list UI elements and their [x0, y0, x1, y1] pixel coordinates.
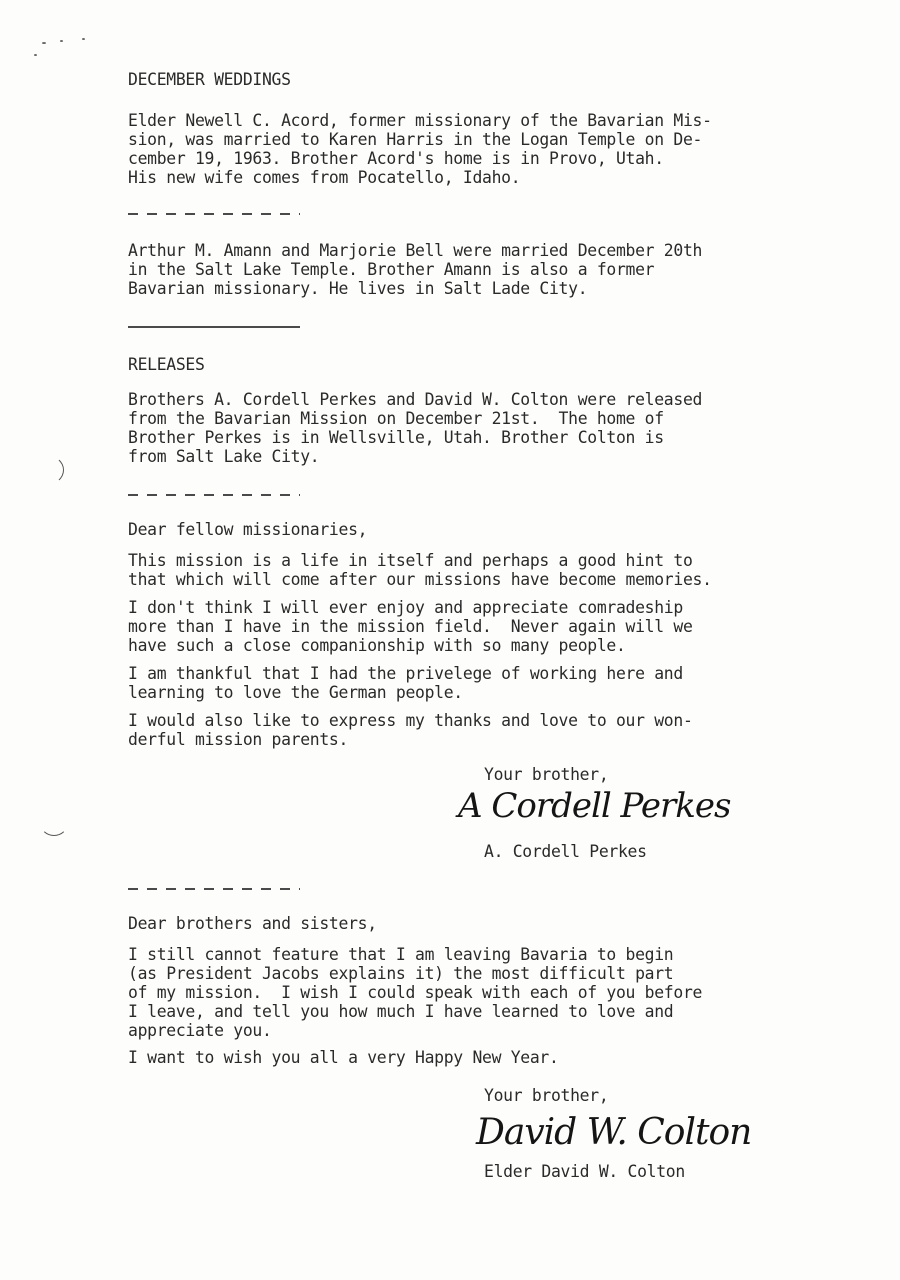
releases-para-line4: from Salt Lake City. — [128, 447, 320, 466]
perkes-p3-line1: I am thankful that I had the privelege of working here and — [128, 664, 683, 683]
dust-speck — [34, 54, 37, 56]
dust-speck — [82, 38, 85, 40]
margin-mark — [30, 455, 64, 485]
weddings-heading: DECEMBER WEDDINGS — [128, 70, 291, 89]
perkes-p1-line1: This mission is a life in itself and perhaps a good hint to — [128, 551, 693, 570]
weddings-para1-line4: His new wife comes from Pocatello, Idaho. — [128, 168, 521, 187]
colton-salutation: Dear brothers and sisters, — [128, 914, 377, 933]
colton-p1-line1: I still cannot feature that I am leaving Bavaria to begin — [128, 945, 674, 964]
perkes-p1-line2: that which will come after our missions have become memories. — [128, 570, 712, 589]
perkes-p2-line2: more than I have in the mission field. Never again will we — [128, 617, 693, 636]
weddings-para1-line3: cember 19, 1963. Brother Acord's home is in Provo, Utah. — [128, 149, 664, 168]
weddings-para2-line2: in the Salt Lake Temple. Brother Amann is also a former — [128, 260, 655, 279]
colton-p2: I want to wish you all a very Happy New Year. — [128, 1048, 559, 1067]
perkes-p4-line2: derful mission parents. — [128, 730, 349, 749]
dust-speck — [42, 42, 46, 44]
perkes-p2-line3: have such a close companionship with so many people. — [128, 636, 626, 655]
colton-p1-line4: I leave, and tell you how much I have learned to love and — [128, 1002, 674, 1021]
weddings-para1-line1: Elder Newell C. Acord, former missionary of the Bavarian Mis- — [128, 111, 712, 130]
section-divider — [128, 888, 300, 890]
weddings-para2-line1: Arthur M. Amann and Marjorie Bell were married December 20th — [128, 241, 703, 260]
colton-closing: Your brother, — [484, 1086, 609, 1105]
colton-signature: David W. Colton — [476, 1112, 752, 1153]
dust-speck — [60, 40, 63, 42]
colton-p1-line3: of my mission. I wish I could speak with each of you before — [128, 983, 703, 1002]
section-divider — [128, 494, 300, 496]
section-divider — [128, 326, 300, 328]
perkes-signature: A Cordell Perkes — [458, 786, 731, 826]
releases-para-line3: Brother Perkes is in Wellsville, Utah. Brother Colton is — [128, 428, 664, 447]
releases-para-line2: from the Bavarian Mission on December 21st. The home of — [128, 409, 664, 428]
colton-p1-line5: appreciate you. — [128, 1021, 272, 1040]
colton-p1-line2: (as President Jacobs explains it) the most difficult part — [128, 964, 674, 983]
perkes-p2-line1: I don't think I will ever enjoy and appreciate comradeship — [128, 598, 683, 617]
perkes-salutation: Dear fellow missionaries, — [128, 520, 368, 539]
section-divider — [128, 213, 300, 215]
perkes-typed-name: A. Cordell Perkes — [484, 842, 647, 861]
releases-heading: RELEASES — [128, 355, 205, 374]
perkes-p4-line1: I would also like to express my thanks and love to our won- — [128, 711, 693, 730]
weddings-para1-line2: sion, was married to Karen Harris in the Logan Temple on De- — [128, 130, 703, 149]
weddings-para2-line3: Bavarian missionary. He lives in Salt Lade City. — [128, 279, 588, 298]
colton-typed-name: Elder David W. Colton — [484, 1162, 685, 1181]
margin-mark — [40, 810, 68, 836]
perkes-closing: Your brother, — [484, 765, 609, 784]
perkes-p3-line2: learning to love the German people. — [128, 683, 463, 702]
releases-para-line1: Brothers A. Cordell Perkes and David W. Colton were released — [128, 390, 703, 409]
